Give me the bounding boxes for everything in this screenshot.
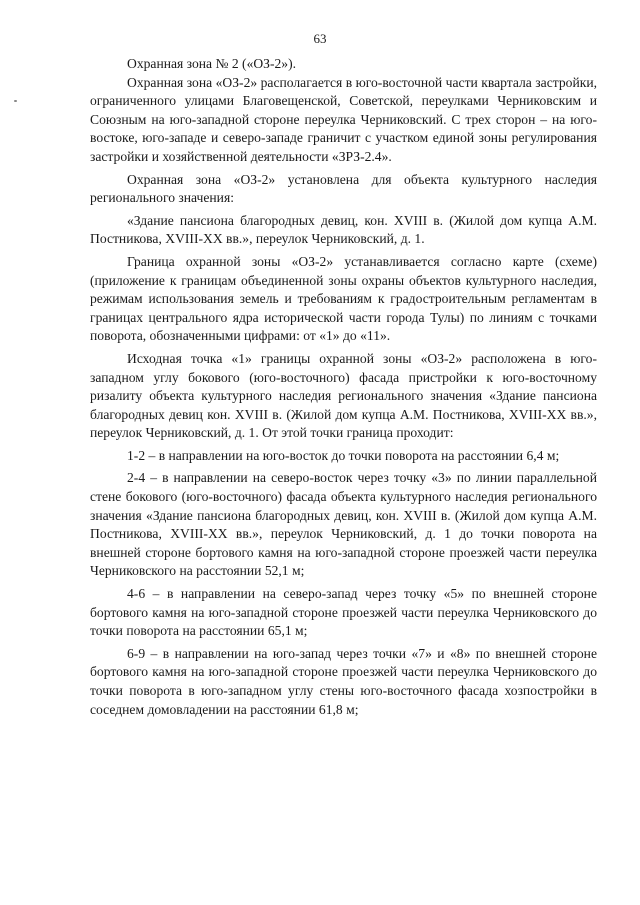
page-number: 63 [313, 31, 327, 46]
scan-speck [14, 100, 17, 102]
segment-6-9: 6-9 – в направлении на юго-запад через точки «7» и «8» по внешней стороне бортового камня на юго-западной стороне проезжей части переулка Черниковского до точки поворота в юго-западном углу стены юго-восточного фасада хозпостройки в соседнем домовладении на расстоянии 61,8 м; [90, 645, 597, 717]
paragraph-start-point: Исходная точка «1» границы охранной зоны «ОЗ-2» расположена в юго-западном углу бокового (юго-восточного) фасада пристройки к юго-восточному ризалиту объекта культурного наследия регионального значения «Здание пансиона благородных девиц кон. XVIII в. (Жилой дом купца А.М. Постникова, XVIII-XX вв.», переулок Черниковский, д. 1. От этой точки граница проходит: [90, 350, 597, 441]
paragraph-heritage-object: «Здание пансиона благородных девиц, кон. XVIII в. (Жилой дом купца А.М. Постникова, XVIII-XX вв.», переулок Черниковский, д. 1. [90, 212, 597, 247]
document-body [90, 55, 597, 719]
paragraph-purpose: Охранная зона «ОЗ-2» установлена для объекта культурного наследия регионального значения: [90, 171, 597, 206]
paragraph-boundary-basis: Граница охранной зоны «ОЗ-2» устанавливается согласно карте (схеме) (приложение к границам объединенной зоны охраны объектов культурного наследия, режимам использования земель и требованиям к градостроительным регламентам в границах центрального ядра исторической части города Тулы) по линиям с точками поворота, обозначенными цифрами: от «1» до «11». [90, 253, 597, 344]
section-heading: Охранная зона № 2 («ОЗ-2»). [127, 56, 297, 71]
segment-4-6: 4-6 – в направлении на северо-запад через точку «5» по внешней стороне бортового камня на юго-западной стороне проезжей части переулка Черниковского до точки поворота на расстоянии 65,1 м; [90, 586, 597, 639]
segment-1-2: 1-2 – в направлении на юго-восток до точки поворота на расстоянии 6,4 м; [127, 447, 560, 463]
segment-2-4: 2-4 – в направлении на северо-восток через точку «3» по линии параллельной стене бокового (юго-восточного) фасада объекта культурного наследия регионального значения «Здание пансиона благородных девиц, кон. XVIII в. (Жилой дом купца А.М. Постникова, XVIII-XX вв.», переулок Черниковский, д. 1 до точки поворота на внешней стороне бортового камня на юго-западной стороне проезжей части переулка Черниковского на расстоянии 52,1 м; [90, 470, 597, 579]
paragraph-location: Охранная зона «ОЗ-2» располагается в юго-восточной части квартала застройки, ограниченного улицами Благовещенской, Советской, переулками Черниковским и Союзным на юго-западной стороне переулка Черниковский. С трех сторон – на юго-востоке, юго-западе и северо-западе граничит с участком единой зоны регулирования застройки и хозяйственной деятельности «ЗРЗ-2.4». [90, 74, 597, 164]
